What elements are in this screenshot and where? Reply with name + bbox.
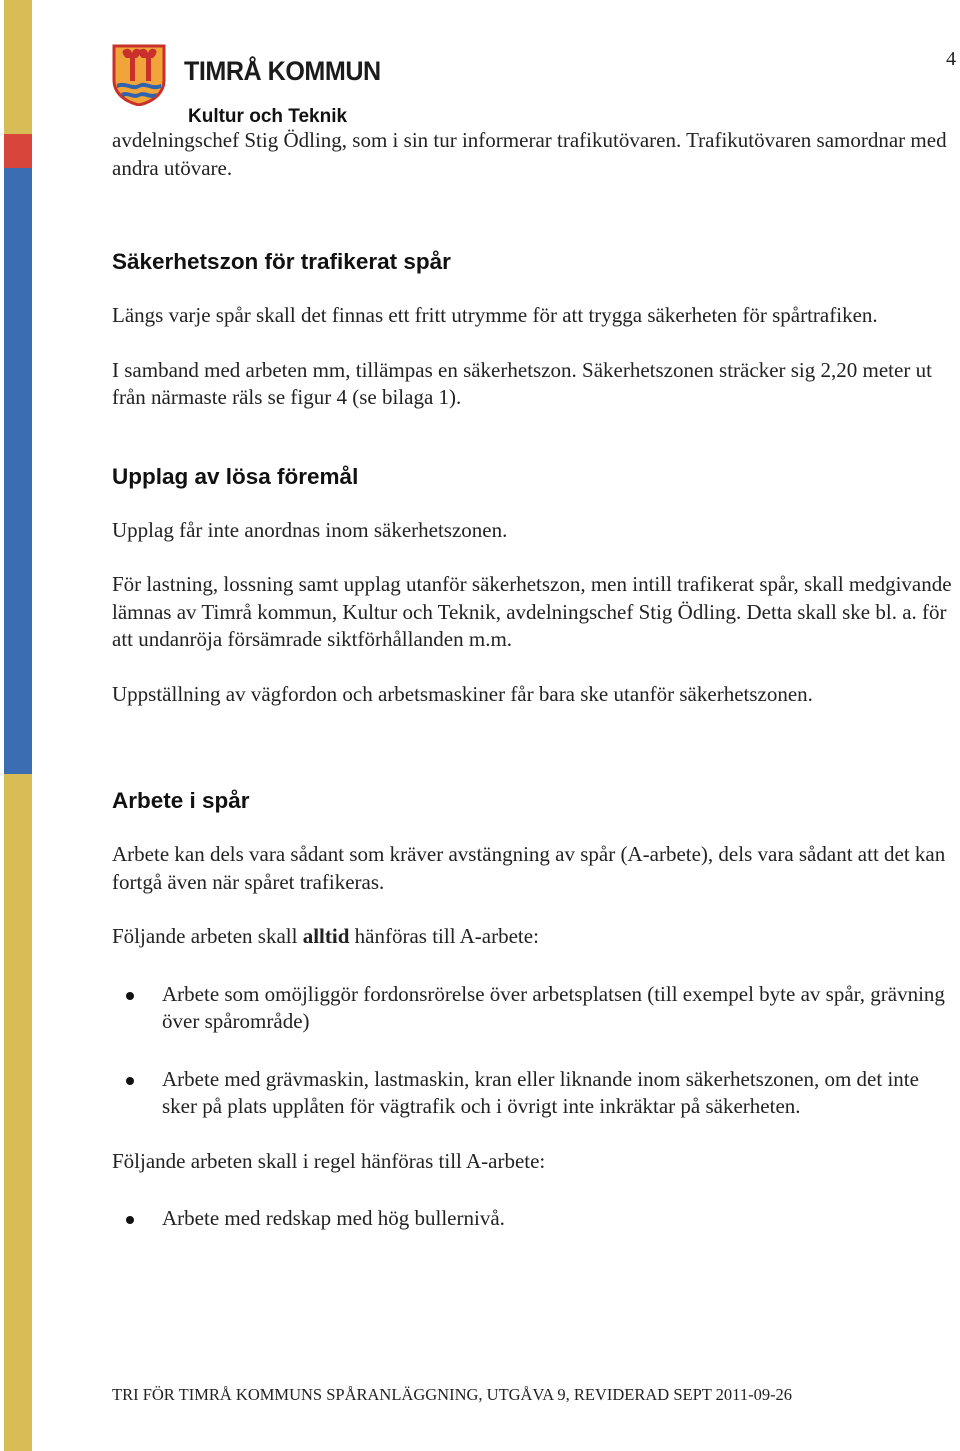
page-number: 4 bbox=[946, 48, 956, 70]
document-body bbox=[112, 127, 952, 1233]
municipality-logo bbox=[112, 44, 381, 106]
paragraph: Upplag får inte anordnas inom säkerhetszonen. bbox=[112, 517, 508, 542]
paragraph: I samband med arbeten mm, tillämpas en säkerhetszon. Säkerhetszonen sträcker sig 2,20 meter ut från närmaste räls se figur 4 (se bilaga 1). bbox=[112, 357, 932, 409]
sidebar-stripe-blue bbox=[4, 168, 32, 774]
footer-text: TRI FÖR TIMRÅ KOMMUNS SPÅRANLÄGGNING, UTGÅVA 9, REVIDERAD SEPT 2011-09-26 bbox=[112, 1385, 793, 1404]
sidebar-stripe-red bbox=[4, 134, 32, 168]
section-heading-storage: Upplag av lösa föremål bbox=[112, 463, 359, 489]
emphasis-text: alltid bbox=[302, 924, 350, 948]
list-item: Arbete med grävmaskin, lastmaskin, kran eller liknande inom säkerhetszonen, om det inte sker på plats upplåten för vägtrafik och i övrigt inte inkräktar på säkerheten. bbox=[112, 1066, 952, 1121]
section-heading-safety-zone: Säkerhetszon för trafikerat spår bbox=[112, 249, 451, 274]
sidebar-stripe-yellow-top bbox=[4, 0, 32, 134]
text-run: hänföras till A-arbete: bbox=[349, 924, 539, 948]
paragraph: Uppställning av vägfordon och arbetsmaskiner får bara ske utanför säkerhetszonen. bbox=[112, 681, 813, 706]
list-item: Arbete som omöjliggör fordonsrörelse över arbetsplatsen (till exempel byte av spår, grävning över spårområde) bbox=[112, 981, 952, 1036]
coat-of-arms-icon bbox=[112, 44, 166, 106]
intro-paragraph: avdelningschef Stig Ödling, som i sin tur informerar trafikutövaren. Trafikutövaren samordnar med andra utövare. bbox=[112, 128, 947, 180]
paragraph: För lastning, lossning samt upplag utanför säkerhetszon, men intill trafikerat spår, skall medgivande lämnas av Timrå kommun, Kultur och Teknik, avdelningschef Stig Ödling. Detta skall ske bl. a. för att undanröja försämrade siktförhållanden m.m. bbox=[112, 572, 952, 651]
bullet-list-rule bbox=[112, 1205, 952, 1233]
bullet-list-always bbox=[112, 981, 952, 1121]
section-heading-track-work: Arbete i spår bbox=[112, 788, 250, 813]
text-run: Följande arbeten skall bbox=[112, 924, 303, 948]
logo-wordmark: TIMRÅ KOMMUN bbox=[184, 56, 381, 86]
department-name: Kultur och Teknik bbox=[188, 106, 348, 127]
paragraph: Längs varje spår skall det finnas ett fritt utrymme för att trygga säkerheten för spårtrafiken. bbox=[112, 303, 878, 327]
list-item: Arbete med redskap med hög bullernivå. bbox=[112, 1205, 952, 1233]
sidebar-stripe-yellow-bottom bbox=[4, 774, 32, 1451]
paragraph: Arbete kan dels vara sådant som kräver avstängning av spår (A-arbete), dels vara sådant att det kan fortgå även när spåret trafikeras. bbox=[112, 842, 946, 894]
paragraph bbox=[112, 923, 952, 951]
paragraph: Följande arbeten skall i regel hänföras till A-arbete: bbox=[112, 1148, 546, 1173]
